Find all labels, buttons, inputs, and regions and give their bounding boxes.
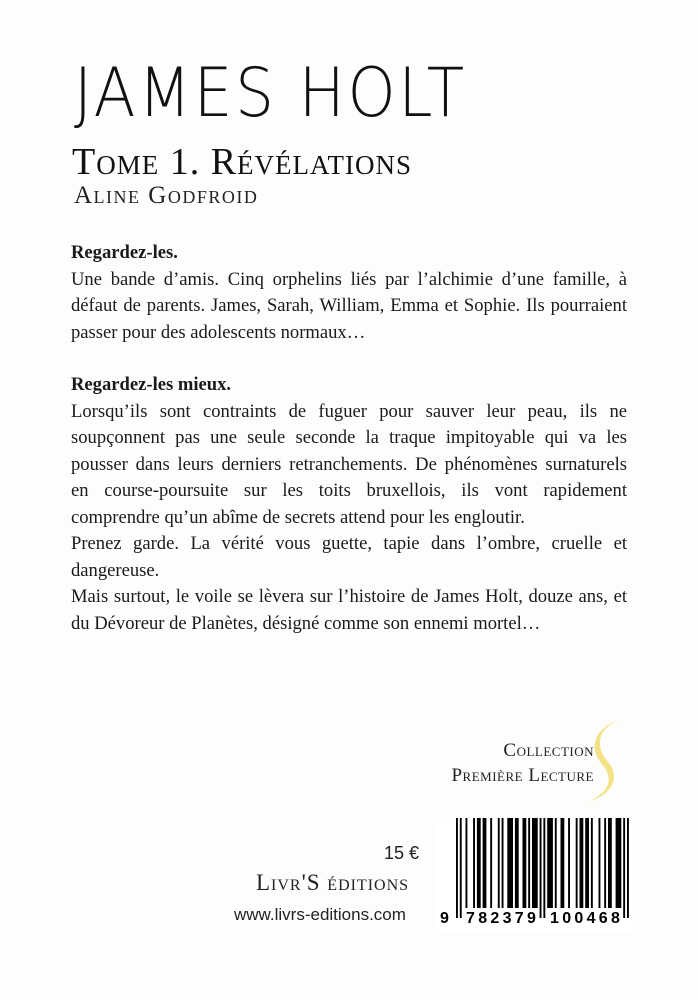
blurb-paragraph: Mais surtout, le voile se lèvera sur l’histoire de James Holt, douze ans, et du Dévoreur de Planètes, désigné comme son ennemi mortel…	[71, 586, 627, 634]
isbn-barcode	[436, 818, 632, 931]
price-label: 15 €	[384, 843, 420, 863]
barcode-bar	[540, 818, 542, 918]
publisher-name: Livr'S éditions	[256, 870, 410, 895]
paragraph-gap	[71, 346, 627, 372]
barcode-bar	[523, 818, 527, 908]
barcode-first-digit: 9	[440, 910, 449, 927]
collection-line-2: Première Lecture	[451, 765, 594, 786]
barcode-bar	[547, 818, 553, 908]
barcode-bars	[454, 818, 632, 918]
barcode-bar	[585, 818, 589, 908]
barcode-bar	[608, 818, 612, 908]
barcode-left-group: 782379	[466, 910, 540, 927]
barcode-bar	[568, 818, 570, 908]
barcode-bar	[456, 818, 458, 918]
barcode-bar	[532, 818, 538, 908]
collection-swash-icon	[580, 718, 630, 804]
barcode-bar	[555, 818, 557, 908]
blurb-heading-1: Regardez-les.	[71, 242, 178, 263]
collection-label	[451, 738, 594, 788]
barcode-bar	[580, 818, 584, 908]
back-cover-blurb	[71, 240, 627, 637]
barcode-bar	[591, 818, 593, 908]
barcode-bar	[477, 818, 481, 908]
barcode-bar	[623, 818, 625, 918]
blurb-paragraph: Prenez garde. La vérité vous guette, tapie dans l’ombre, cruelle et dangereuse.	[71, 533, 627, 581]
collection-line-1: Collection	[503, 740, 594, 761]
barcode-digits	[436, 910, 632, 930]
barcode-bar	[466, 818, 468, 908]
barcode-bar	[473, 818, 475, 908]
barcode-bar	[528, 818, 530, 908]
barcode-bar	[490, 818, 492, 908]
barcode-bar	[460, 818, 462, 918]
barcode-bar	[515, 818, 519, 908]
barcode-bar	[599, 818, 601, 908]
barcode-bar	[498, 818, 500, 908]
barcode-bar	[502, 818, 504, 908]
blurb-paragraph: Une bande d’amis. Cinq orphelins liés par l’alchimie d’une famille, à défaut de parents. James, Sarah, William, Emma et Sophie. Ils pourraient passer pour des adolescents normaux…	[71, 268, 627, 343]
barcode-bar	[616, 818, 622, 908]
barcode-bar	[576, 818, 578, 908]
barcode-bar	[543, 818, 545, 918]
publisher-website: www.livrs-editions.com	[234, 905, 406, 924]
author-name: Aline Godfroid	[74, 182, 259, 209]
barcode-bar	[507, 818, 513, 908]
book-subtitle: Tome 1. Révélations	[72, 141, 413, 183]
barcode-bar	[561, 818, 565, 908]
book-title: JAMES HOLT	[74, 54, 467, 133]
blurb-heading-2: Regardez-les mieux.	[71, 374, 232, 395]
barcode-bar	[627, 818, 629, 918]
barcode-right-group: 100468	[550, 910, 624, 927]
barcode-bar	[483, 818, 487, 908]
blurb-paragraph: Lorsqu’ils sont contraints de fuguer pour sauver leur peau, ils ne soupçonnent pas une seule seconde la traque impitoyable qui va les pousser dans leurs derniers retranchements. De phénomènes surnaturels en course-poursuite sur les toits bruxellois, ils vont rapidement comprendre qu’un abîme de secrets attend pour les engloutir.	[71, 400, 627, 528]
barcode-bar	[604, 818, 606, 908]
